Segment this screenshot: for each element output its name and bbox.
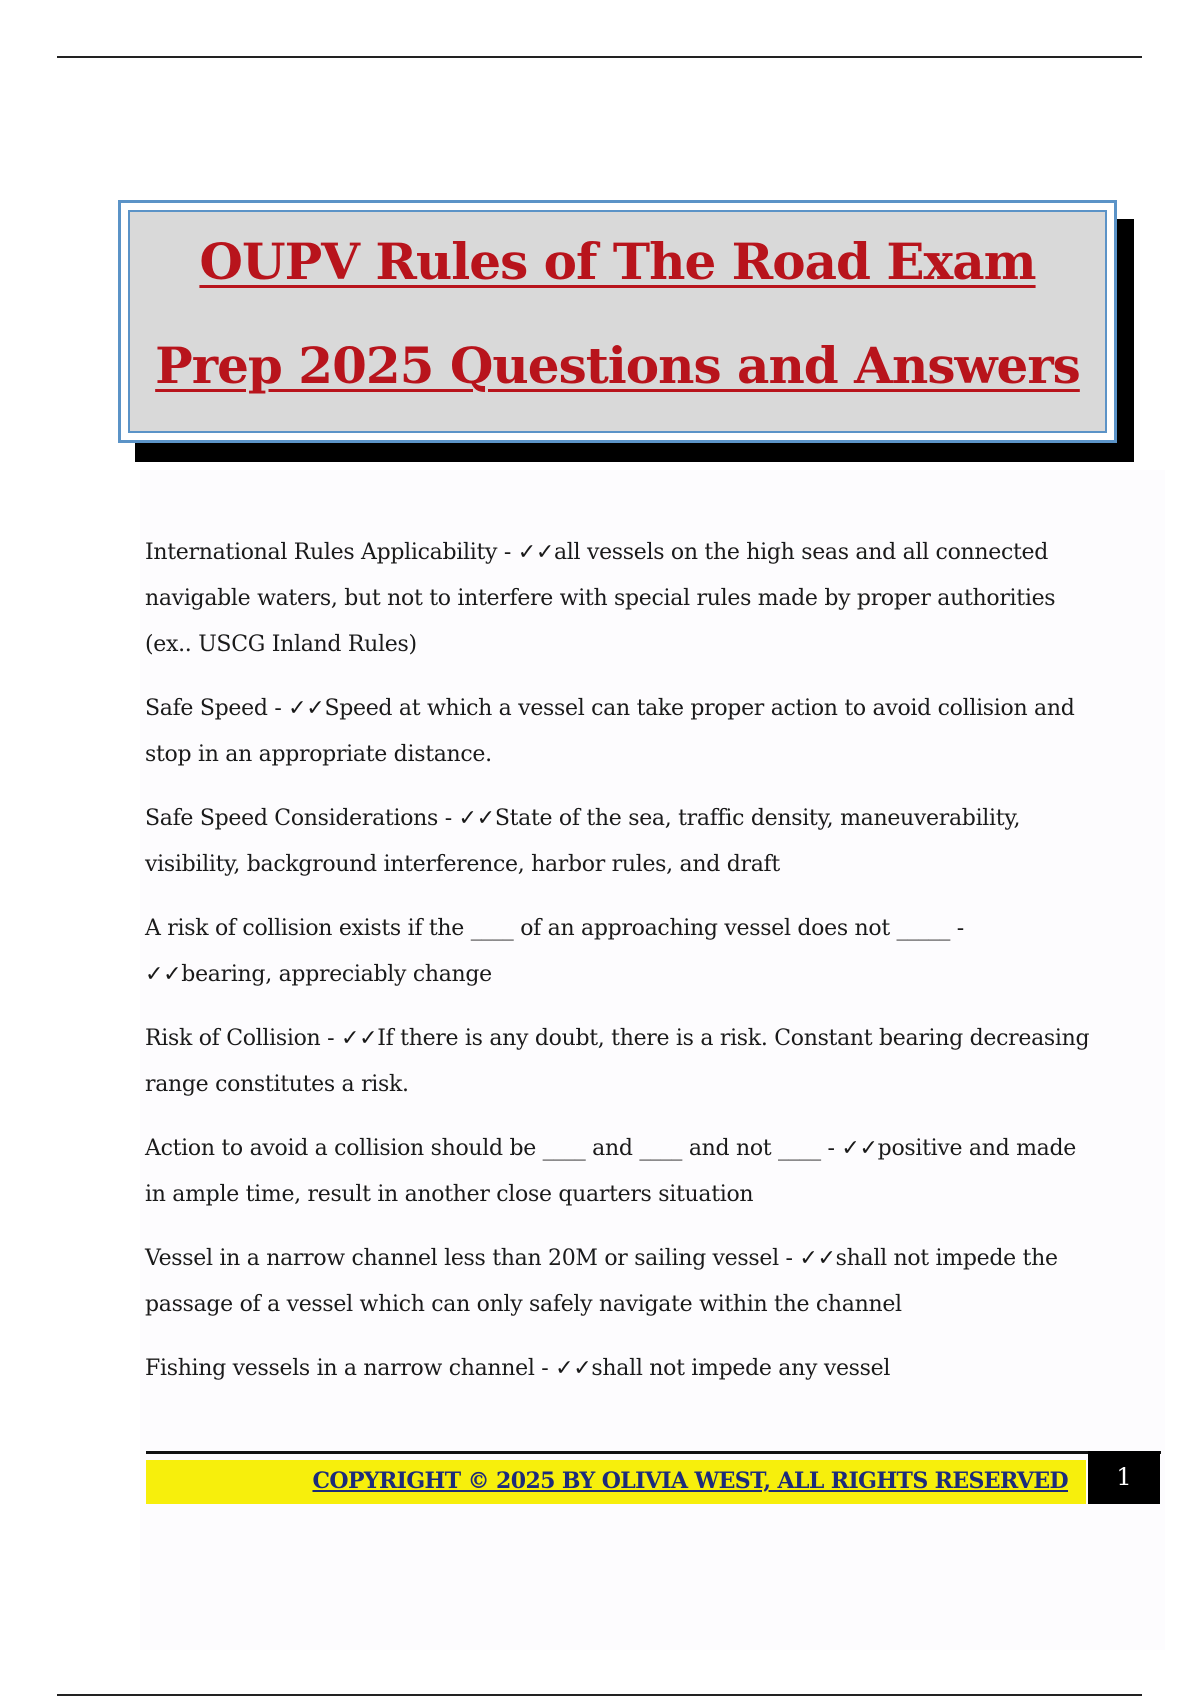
- qa-entry: [145, 530, 1095, 668]
- answer-text: If there is any doubt, there is a risk. Constant bearing decreasing range constitutes a risk.: [145, 1026, 1090, 1097]
- separator: -: [438, 806, 459, 831]
- title-panel: [128, 210, 1107, 433]
- checkmark-icon: ✓✓: [458, 806, 495, 831]
- checkmark-icon: ✓✓: [288, 696, 325, 721]
- answer-text: shall not impede any vessel: [591, 1356, 891, 1381]
- checkmark-icon: ✓✓: [555, 1356, 592, 1381]
- page-number: 1: [1088, 1451, 1160, 1504]
- checkmark-icon: ✓✓: [340, 1026, 378, 1051]
- answer-text: all vessels on the high seas and all connected navigable waters, but not to interfere with special rules made by proper authorities (ex.. USCG Inland Rules): [145, 540, 1056, 657]
- qa-entry: [145, 906, 1095, 998]
- qa-entry: [145, 686, 1095, 778]
- qa-entry: [145, 796, 1095, 888]
- footer-rule: [146, 1451, 1161, 1454]
- qa-entry: [145, 1346, 1095, 1392]
- qa-entry: [145, 1126, 1095, 1218]
- answer-text: Speed at which a vessel can take proper action to avoid collision and stop in an appropriate distance.: [145, 696, 1075, 767]
- separator: -: [534, 1356, 556, 1381]
- copyright-notice: COPYRIGHT © 2025 BY OLIVIA WEST, ALL RIGHTS RESERVED: [312, 1468, 1068, 1494]
- question-text: Vessel in a narrow channel less than 20M or sailing vessel: [145, 1246, 779, 1271]
- document-title-line-1: OUPV Rules of The Road Exam: [199, 232, 1036, 291]
- question-text: Safe Speed Considerations: [145, 806, 439, 831]
- question-text: Fishing vessels in a narrow channel: [145, 1356, 535, 1381]
- answer-text: positive and made in ample time, result in another close quarters situation: [145, 1136, 1076, 1207]
- checkmark-icon: ✓✓: [799, 1246, 836, 1271]
- separator: -: [820, 1136, 842, 1161]
- separator: -: [320, 1026, 341, 1051]
- checkmark-icon: ✓✓: [841, 1136, 878, 1161]
- checkmark-icon: ✓✓: [145, 962, 182, 987]
- question-text: A risk of collision exists if the ____ of an approaching vessel does not _____: [145, 916, 951, 941]
- question-text: Risk of Collision: [145, 1026, 321, 1051]
- footer-bar: [146, 1460, 1086, 1504]
- answer-text: bearing, appreciably change: [181, 962, 492, 987]
- answer-text: shall not impede the passage of a vessel which can only safely navigate within the channel: [145, 1246, 1058, 1317]
- question-text: International Rules Applicability: [145, 540, 498, 565]
- checkmark-icon: ✓✓: [517, 540, 554, 565]
- qa-entry: [145, 1016, 1095, 1108]
- question-text: Safe Speed: [145, 696, 268, 721]
- bottom-rule: [57, 1694, 1142, 1696]
- top-rule: [57, 56, 1142, 58]
- document-title-line-2: Prep 2025 Questions and Answers: [155, 336, 1080, 395]
- question-text: Action to avoid a collision should be ____ and ____ and not ____: [145, 1136, 821, 1161]
- separator: -: [267, 696, 289, 721]
- separator: -: [497, 540, 518, 565]
- qa-list: [145, 530, 1095, 1410]
- qa-entry: [145, 1236, 1095, 1328]
- answer-text: State of the sea, traffic density, maneuverability, visibility, background interference, harbor rules, and draft: [145, 806, 1021, 877]
- separator: -: [950, 916, 964, 941]
- title-box: [118, 200, 1117, 443]
- separator: -: [778, 1246, 800, 1271]
